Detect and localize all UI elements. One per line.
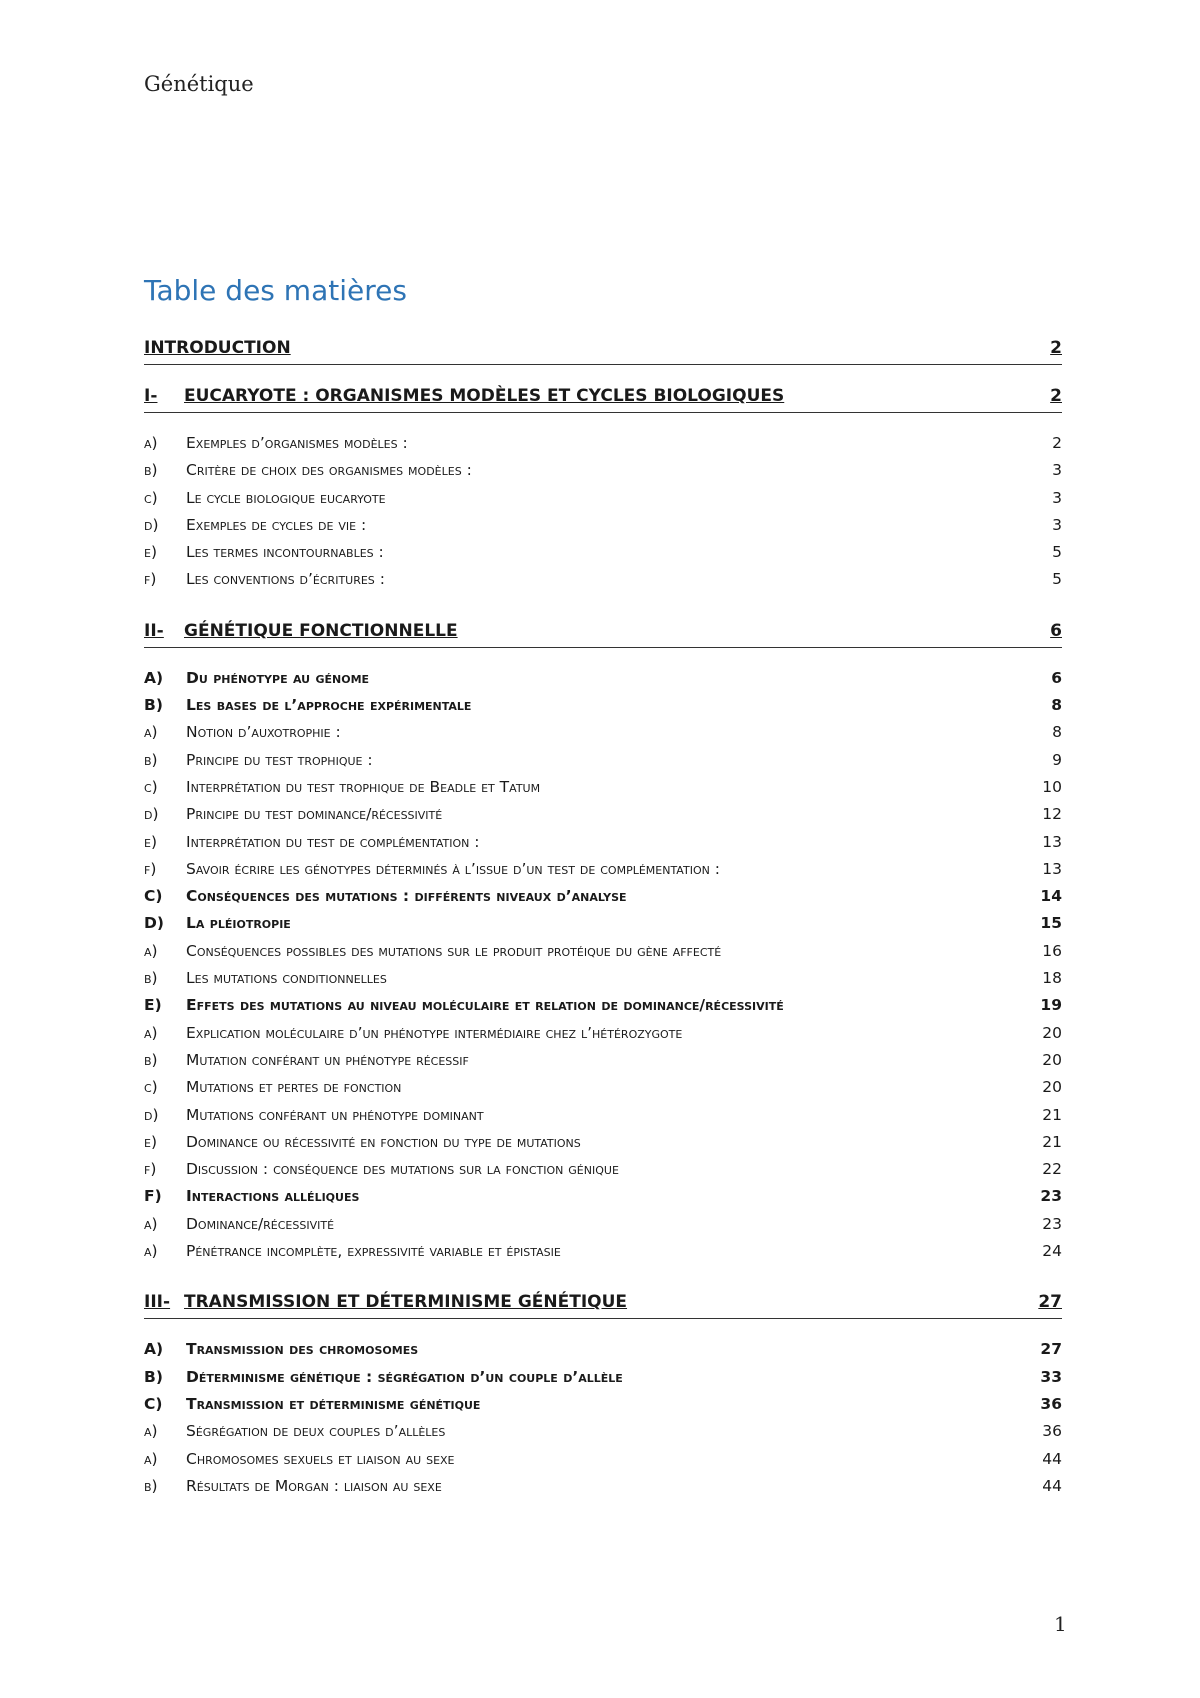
toc-entry-text: Conséquences possibles des mutations sur le produit protéique du gène affecté	[186, 941, 722, 960]
toc-entry[interactable]	[144, 1292, 1062, 1322]
toc-entry-label	[144, 751, 373, 769]
toc-entry-label	[144, 723, 341, 741]
toc-entry-page: 5	[1052, 570, 1062, 589]
toc-entry-text: Le cycle biologique eucaryote	[186, 488, 386, 507]
toc-entry-label	[144, 860, 720, 878]
toc-entry-number: A)	[144, 668, 164, 687]
toc-entry-number: f)	[144, 1160, 157, 1179]
toc-entry-text: Dominance ou récessivité en fonction du type de mutations	[186, 1132, 581, 1151]
toc-entry-label	[144, 833, 480, 851]
toc-entry-text: Principe du test dominance/récessivité	[186, 805, 443, 824]
toc-entry-label	[144, 996, 784, 1014]
toc-entry-label	[144, 805, 442, 823]
toc-entry-number: B)	[144, 1367, 163, 1386]
toc-entry-page: 20	[1042, 1023, 1062, 1042]
toc-entry-text: Savoir écrire les génotypes déterminés à l’issue d’un test de complémentation :	[186, 859, 720, 878]
toc-entry-page: 23	[1042, 1214, 1062, 1233]
toc-entry-text: Transmission et déterminisme génétique	[186, 1394, 481, 1413]
toc-entry-page: 9	[1052, 750, 1062, 769]
toc-entry-label	[144, 914, 291, 932]
toc-entry-text: EUCARYOTE : ORGANISMES MODÈLES ET CYCLES BIOLOGIQUES	[184, 386, 785, 406]
toc-entry-number: D)	[144, 914, 164, 933]
toc-entry-page: 12	[1042, 805, 1062, 824]
toc-entry-label	[144, 969, 387, 987]
toc-entry-number: III-	[144, 1292, 171, 1313]
toc-entry[interactable]	[144, 516, 1062, 543]
toc-entry-label	[144, 461, 472, 479]
toc-entry-number: C)	[144, 887, 163, 906]
toc-entry[interactable]	[144, 696, 1062, 723]
toc-entry-number: I-	[144, 386, 158, 406]
toc-entry[interactable]	[144, 1477, 1062, 1504]
toc-entry-page: 10	[1042, 777, 1062, 796]
toc-entry-number: d)	[144, 1105, 159, 1124]
toc-entry-number: c)	[144, 777, 158, 796]
toc-entry-label	[144, 1450, 455, 1468]
toc-entry-number: a)	[144, 1023, 158, 1042]
toc-entry-page: 3	[1052, 461, 1062, 480]
toc-entry-number: a)	[144, 1242, 158, 1261]
toc-entry-number: a)	[144, 723, 158, 742]
toc-entry-number: b)	[144, 750, 158, 769]
toc-entry-text: Pénétrance incomplète, expressivité variable et épistasie	[186, 1242, 561, 1261]
toc-entry[interactable]	[144, 1106, 1062, 1133]
toc-entry-label	[144, 1051, 469, 1069]
toc-entry-page: 27	[1038, 1292, 1062, 1313]
toc-entry-page: 27	[1040, 1340, 1062, 1359]
toc-entry-text: Déterminisme génétique : ségrégation d’un couple d’allèle	[186, 1367, 623, 1386]
toc-entry-number: a)	[144, 1214, 158, 1233]
toc-entry-page: 3	[1052, 488, 1062, 507]
toc-entry[interactable]	[144, 434, 1062, 461]
toc-entry-text: Interactions alléliques	[186, 1187, 360, 1206]
toc-entry-label	[144, 1242, 561, 1260]
toc-entry-label	[144, 1160, 619, 1178]
toc-entry[interactable]	[144, 1160, 1062, 1187]
toc-entry-label	[144, 1422, 445, 1440]
toc-entry[interactable]	[144, 778, 1062, 805]
toc-entry-number: a)	[144, 1422, 158, 1441]
toc-entry[interactable]	[144, 621, 1062, 651]
toc-entry-text: Explication moléculaire d’un phénotype intermédiaire chez l’hétérozygote	[186, 1023, 683, 1042]
toc-entry-number: b)	[144, 969, 158, 988]
toc-entry-page: 24	[1042, 1242, 1062, 1261]
toc-entry-text: Dominance/récessivité	[186, 1214, 335, 1233]
toc-entry-label	[144, 516, 366, 534]
toc-entry-number: c)	[144, 488, 158, 507]
toc-entry-page: 21	[1042, 1105, 1062, 1124]
toc-entry-text: GÉNÉTIQUE FONCTIONNELLE	[184, 620, 458, 641]
toc-entry-number: f)	[144, 570, 157, 589]
toc-entry-text: Exemples de cycles de vie :	[186, 515, 367, 534]
toc-entry-text: Ségrégation de deux couples d’allèles	[186, 1422, 446, 1441]
toc-entry-page: 14	[1040, 887, 1062, 906]
toc-entry-text: Notion d’auxotrophie :	[186, 723, 341, 742]
toc-entry-page: 44	[1042, 1449, 1062, 1468]
toc-entry-text: Interprétation du test trophique de Beadle et Tatum	[186, 777, 541, 796]
toc-entry-label	[144, 386, 784, 406]
toc-entry[interactable]	[144, 1368, 1062, 1395]
toc-entry[interactable]	[144, 1340, 1062, 1367]
toc-entry-text: INTRODUCTION	[144, 338, 291, 358]
toc-entry-text: Mutation conférant un phénotype récessif	[186, 1050, 469, 1069]
toc-entry[interactable]	[144, 489, 1062, 516]
toc-entry-label	[144, 621, 458, 641]
toc-entry-text: Les termes incontournables :	[186, 543, 384, 562]
toc-entry-label	[144, 570, 385, 588]
toc-entry[interactable]	[144, 751, 1062, 778]
toc-entry[interactable]	[144, 1187, 1062, 1214]
toc-entry[interactable]	[144, 461, 1062, 488]
toc-entry-label	[144, 434, 408, 452]
toc-entry[interactable]	[144, 1422, 1062, 1449]
toc-entry-label	[144, 1395, 480, 1413]
toc-entry-text: La pléiotropie	[186, 914, 291, 933]
toc-entry-number: a)	[144, 434, 158, 452]
toc-entry-text: Mutations et pertes de fonction	[186, 1078, 402, 1097]
toc-entry-page: 18	[1042, 969, 1062, 988]
toc-entry-page: 3	[1052, 515, 1062, 534]
toc-entry-label	[144, 1340, 418, 1358]
toc-entry[interactable]	[144, 1242, 1062, 1269]
toc-entry-number: b)	[144, 1476, 158, 1495]
page-header: Génétique	[144, 72, 254, 96]
toc-entry-number: II-	[144, 620, 164, 641]
toc-entry-number: f)	[144, 859, 157, 878]
toc-entry-page: 6	[1050, 620, 1062, 641]
toc-entry-number: A)	[144, 1340, 164, 1359]
toc-entry-label	[144, 1477, 442, 1495]
toc-entry-number: d)	[144, 805, 159, 824]
toc-entry-label	[144, 1292, 627, 1312]
toc-entry-number: b)	[144, 461, 158, 480]
toc-entry-page: 19	[1040, 996, 1062, 1015]
toc-entry-label	[144, 669, 369, 687]
toc-entry-number: B)	[144, 696, 163, 715]
toc-entry-page: 8	[1051, 696, 1062, 715]
toc-entry-text: Transmission des chromosomes	[186, 1340, 419, 1359]
toc-entry-text: Les conventions d’écritures :	[186, 570, 385, 589]
toc-entry-page: 15	[1040, 914, 1062, 933]
toc-entry-label	[144, 942, 721, 960]
toc-entry-text: Principe du test trophique :	[186, 750, 373, 769]
toc-entry[interactable]	[144, 833, 1062, 860]
toc-entry[interactable]	[144, 570, 1062, 597]
toc-entry[interactable]	[144, 669, 1062, 696]
toc-entry[interactable]	[144, 996, 1062, 1023]
toc-entry[interactable]	[144, 543, 1062, 570]
toc-entry-text: Mutations conférant un phénotype dominant	[186, 1105, 484, 1124]
toc-entry-page: 8	[1052, 723, 1062, 742]
toc-entry-number: c)	[144, 1078, 158, 1097]
toc-entry[interactable]	[144, 914, 1062, 941]
toc-entry[interactable]	[144, 942, 1062, 969]
toc-entry-number: e)	[144, 1132, 157, 1151]
toc-entry-label	[144, 1106, 484, 1124]
toc-entry-page: 5	[1052, 543, 1062, 562]
toc-entry-text: Du phénotype au génome	[186, 668, 370, 687]
toc-entry[interactable]	[144, 1450, 1062, 1477]
toc-entry[interactable]	[144, 1024, 1062, 1051]
toc-entry-text: Critère de choix des organismes modèles :	[186, 461, 472, 480]
toc-entry-number: e)	[144, 832, 157, 851]
toc-entry-number: E)	[144, 996, 162, 1015]
toc-entry-page: 20	[1042, 1078, 1062, 1097]
toc-entry-number: d)	[144, 515, 159, 534]
toc-entry-label	[144, 1078, 401, 1096]
toc-entry-page: 33	[1040, 1367, 1062, 1386]
toc-entry[interactable]	[144, 1133, 1062, 1160]
toc-entry-label	[144, 1133, 581, 1151]
toc-entry[interactable]	[144, 805, 1062, 832]
toc-entry[interactable]	[144, 1078, 1062, 1105]
toc-entry-page: 23	[1040, 1187, 1062, 1206]
toc-entry-text: Les bases de l’approche expérimentale	[186, 696, 472, 715]
toc-entry-page: 21	[1042, 1132, 1062, 1151]
toc-entry[interactable]	[144, 860, 1062, 887]
toc-entry-number: a)	[144, 1449, 158, 1468]
toc-entry-label	[144, 1187, 359, 1205]
toc-entry-page: 13	[1042, 859, 1062, 878]
toc-entry[interactable]	[144, 723, 1062, 750]
toc-entry-page: 16	[1042, 941, 1062, 960]
toc-entry-label	[144, 778, 540, 796]
toc-entry[interactable]	[144, 969, 1062, 996]
toc-entry-text: Conséquences des mutations : différents niveaux d’analyse	[186, 887, 627, 906]
toc-entry-page: 36	[1042, 1422, 1062, 1441]
toc-entry-page: 44	[1042, 1476, 1062, 1495]
toc-entry-label	[144, 338, 291, 358]
toc-entry[interactable]	[144, 386, 1062, 416]
toc-entry-page: 2	[1052, 434, 1062, 452]
toc-entry-text: Les mutations conditionnelles	[186, 969, 387, 988]
toc-entry-number: a)	[144, 941, 158, 960]
toc-entry-page: 2	[1050, 386, 1062, 406]
toc-entry-page: 2	[1050, 338, 1062, 358]
toc-entry-label	[144, 1215, 334, 1233]
toc-entry-text: TRANSMISSION ET DÉTERMINISME GÉNÉTIQUE	[184, 1292, 628, 1313]
toc-entry-page: 20	[1042, 1050, 1062, 1069]
toc-entry-text: Effets des mutations au niveau moléculaire et relation de dominance/récessivité	[186, 996, 784, 1015]
toc-entry-page: 22	[1042, 1160, 1062, 1179]
toc-entry-label	[144, 543, 384, 561]
toc-entry-number: F)	[144, 1187, 162, 1206]
page-number: 1	[1054, 1612, 1067, 1636]
toc-entry[interactable]	[144, 1395, 1062, 1422]
toc-entry[interactable]	[144, 1051, 1062, 1078]
toc-entry-page: 13	[1042, 832, 1062, 851]
toc-entry[interactable]	[144, 1215, 1062, 1242]
toc-entry[interactable]	[144, 338, 1062, 368]
toc-entry-number: e)	[144, 543, 157, 562]
toc-entry-page: 6	[1051, 668, 1062, 687]
table-of-contents	[144, 338, 1062, 1504]
toc-entry-label	[144, 1368, 623, 1386]
toc-entry-label	[144, 489, 386, 507]
toc-entry-label	[144, 887, 627, 905]
toc-entry-text: Discussion : conséquence des mutations sur la fonction génique	[186, 1160, 619, 1179]
toc-entry-text: Interprétation du test de complémentation :	[186, 832, 480, 851]
toc-title: Table des matières	[144, 274, 407, 307]
toc-entry-label	[144, 1024, 682, 1042]
toc-entry-text: Résultats de Morgan : liaison au sexe	[186, 1476, 442, 1495]
toc-entry-text: Exemples d’organismes modèles :	[186, 434, 408, 452]
toc-entry-number: b)	[144, 1050, 158, 1069]
toc-entry-number: C)	[144, 1394, 163, 1413]
toc-entry[interactable]	[144, 887, 1062, 914]
toc-entry-label	[144, 696, 471, 714]
toc-entry-page: 36	[1040, 1394, 1062, 1413]
toc-entry-text: Chromosomes sexuels et liaison au sexe	[186, 1449, 455, 1468]
